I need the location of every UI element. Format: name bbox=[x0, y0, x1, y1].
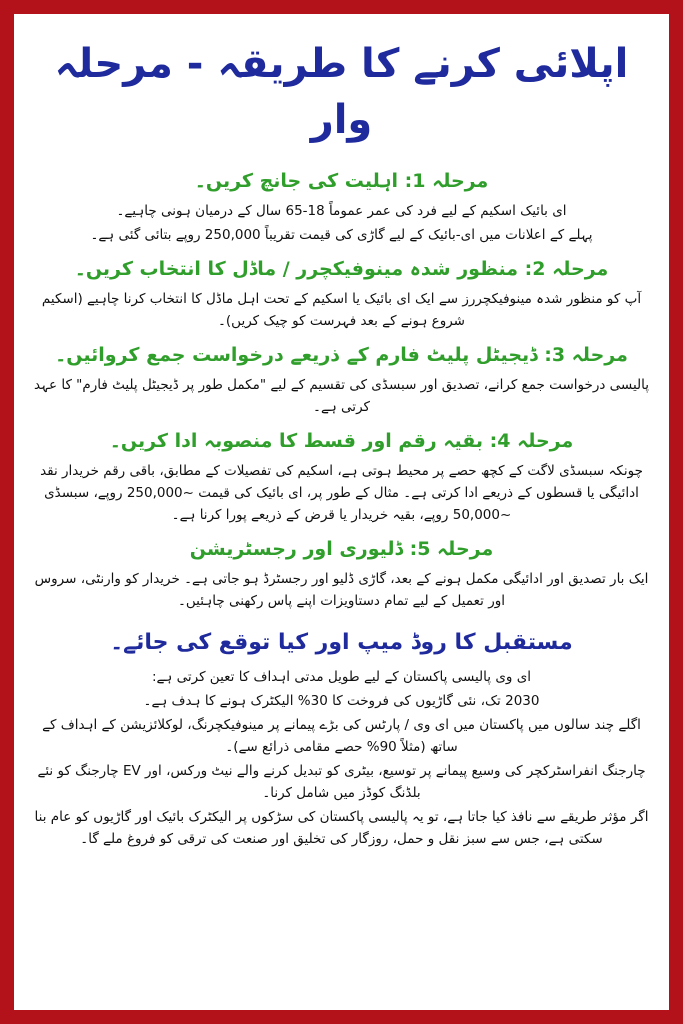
step-5-heading: مرحلہ 5: ڈلیوری اور رجسٹریشن bbox=[189, 538, 494, 560]
step-section-5 bbox=[28, 536, 655, 612]
step-section-2 bbox=[28, 256, 655, 332]
step-3-paragraph-1: پالیسی درخواست جمع کرانے، تصدیق اور سبسڈی کی تقسیم کے لیے "مکمل طور پر ڈیجیٹل پلیٹ فارم" کا عہد کرتی ہے۔ bbox=[33, 377, 649, 415]
step-2-paragraph-1: آپ کو منظور شدہ مینوفیکچررز سے ایک ای بائیک یا اسکیم کے تحت اہل ماڈل کا انتخاب کرنا چاہیے (اسکیم شروع ہونے کے بعد فہرست کو چیک کریں)۔ bbox=[41, 291, 642, 329]
step-5-paragraph-1: ایک بار تصدیق اور ادائیگی مکمل ہونے کے بعد، گاڑی ڈلیو اور رجسٹرڈ ہو جاتی ہے۔ خریدار کو وارنٹی، سروس اور تعمیل کے لیے تمام دستاویزات اپنے پاس رکھنی چاہئیں۔ bbox=[34, 571, 649, 609]
step-1-heading: مرحلہ 1: اہلیت کی جانچ کریں۔ bbox=[194, 170, 489, 192]
step-4-paragraph-1: چونکہ سبسڈی لاگت کے کچھ حصے پر محیط ہوتی ہے، اسکیم کی تفصیلات کے مطابق، باقی رقم خریدار نقد ادائیگی یا قسطوں کے ذریعے ادا کرتی ہے۔ مثال کے طور پر، ای بائیک کی قیمت ~250,000 روپے، سبسڈی ~50,000 روپے، بقیہ خریدار یا قرض کے ذریعے پورا کرنا ہے۔ bbox=[40, 463, 643, 523]
step-3-heading: مرحلہ 3: ڈیجیٹل پلیٹ فارم کے ذریعے درخواست جمع کروائیں۔ bbox=[55, 344, 628, 366]
step-2-heading: مرحلہ 2: منظور شدہ مینوفیکچرر / ماڈل کا انتخاب کریں۔ bbox=[74, 258, 609, 280]
step-4-heading: مرحلہ 4: بقیہ رقم اور قسط کا منصوبہ ادا کریں۔ bbox=[109, 430, 574, 452]
future-paragraph-2: 2030 تک، نئی گاڑیوں کی فروخت کا 30% الیکٹرک ہونے کا ہدف ہے۔ bbox=[143, 693, 540, 709]
future-paragraph-3: اگلے چند سالوں میں پاکستان میں ای وی / پارٹس کی بڑے پیمانے پر مینوفیکچرنگ، لوکلائزیشن کے اہداف کے ساتھ (مثلاً 90% حصے مقامی ذرائع سے)۔ bbox=[42, 717, 641, 755]
document-page bbox=[14, 14, 669, 1010]
step-section-1 bbox=[28, 168, 655, 246]
step-1-paragraph-2: پہلے کے اعلانات میں ای-بائیک کے لیے گاڑی کی قیمت تقریباً 250,000 روپے بتائی گئی ہے۔ bbox=[90, 227, 593, 243]
step-section-3 bbox=[28, 342, 655, 418]
page-title: اپلائی کرنے کا طریقہ - مرحلہ وار bbox=[54, 41, 629, 143]
future-paragraph-5: اگر مؤثر طریقے سے نافذ کیا جاتا ہے، تو یہ پالیسی پاکستان کی سڑکوں پر الیکٹرک بائیک اور گاڑیوں کو عام بنا سکتی ہے، جس سے سبز نقل و حمل، روزگار کی تخلیق اور صنعت کی ترقی کو فروغ ملے گا۔ bbox=[34, 809, 649, 847]
step-1-paragraph-1: ای بائیک اسکیم کے لیے فرد کی عمر عموماً 18-65 سال کے درمیان ہونی چاہیے۔ bbox=[116, 203, 567, 219]
future-paragraph-4: چارجنگ انفراسٹرکچر کی وسیع پیمانے پر توسیع، بیٹری کو تبدیل کرنے والے نیٹ ورکس، اور EV چارجنگ کو نئے بلڈنگ کوڈز میں شامل کرنا۔ bbox=[37, 763, 646, 801]
future-roadmap-section bbox=[28, 628, 655, 850]
step-section-4 bbox=[28, 428, 655, 526]
future-paragraph-1: ای وی پالیسی پاکستان کے لیے طویل مدتی اہداف کا تعین کرتی ہے: bbox=[151, 669, 532, 685]
future-heading: مستقبل کا روڈ میپ اور کیا توقع کی جائے۔ bbox=[110, 630, 573, 655]
